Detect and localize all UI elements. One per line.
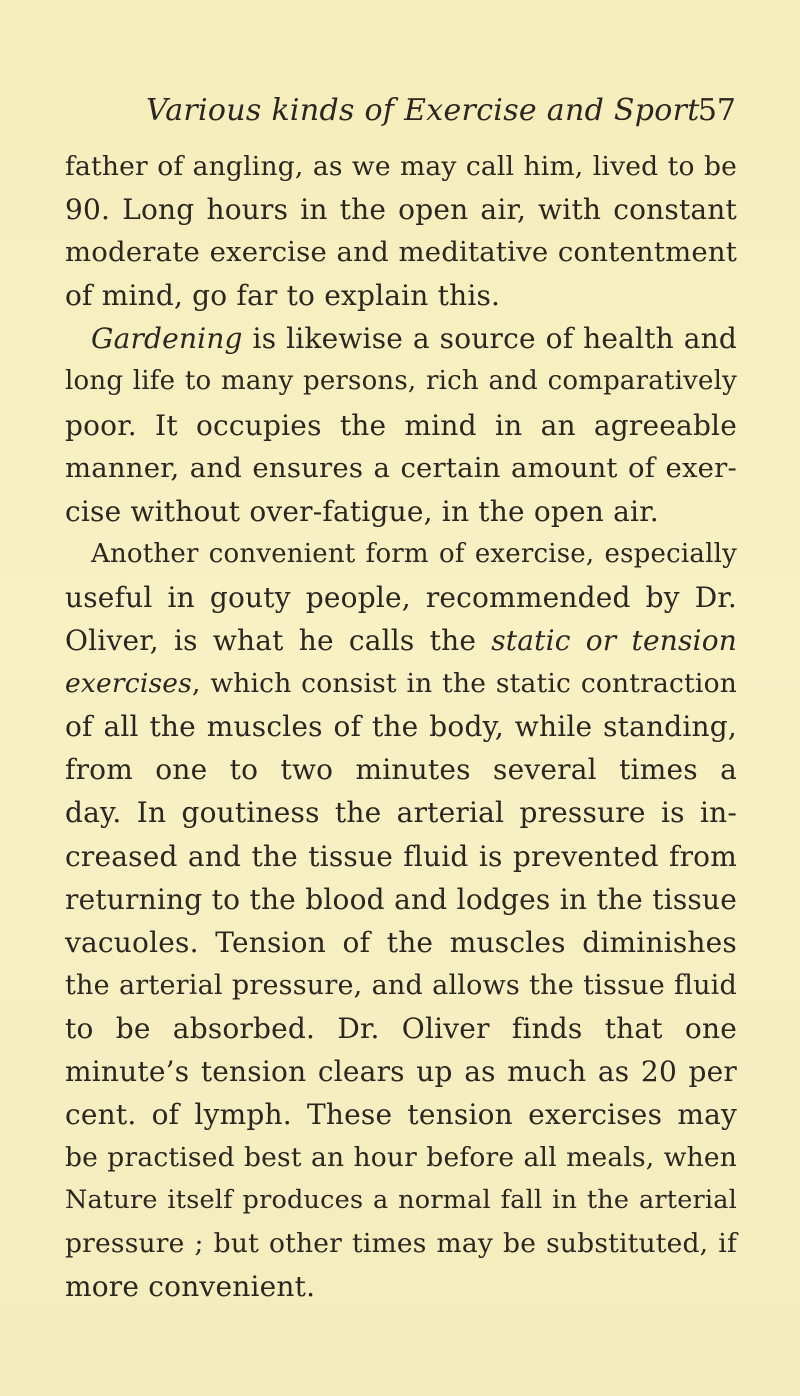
text-line: the arterial pressure, and allows the tissue fluid	[65, 969, 737, 1001]
running-title: Various kinds of Exercise and Sport	[146, 93, 700, 128]
italic-term: Gardening	[91, 322, 243, 356]
text-line: moderate exercise and meditative contentment	[65, 236, 737, 269]
text-line: from one to two minutes several times a	[65, 753, 737, 787]
text-line: be practised best an hour before all meals, when	[65, 1142, 737, 1174]
text-line: poor. It occupies the mind in an agreeable	[65, 408, 737, 442]
text-line: Oliver, is what he calls the static or tension	[65, 624, 737, 658]
text-line: 90. Long hours in the open air, with constant	[65, 193, 737, 227]
body-text	[65, 145, 737, 1309]
text-line: Gardening is likewise a source of health and	[91, 322, 737, 356]
italic-term: exercises	[65, 668, 192, 700]
text-line: Another convenient form of exercise, especially	[91, 538, 737, 569]
text-line: cent. of lymph. These tension exercises may	[65, 1098, 737, 1132]
text-line: manner, and ensures a certain amount of exer-	[65, 451, 737, 484]
text-line: of mind, go far to explain this.	[65, 279, 501, 313]
text-line: more convenient.	[65, 1270, 316, 1304]
text-line: useful in gouty people, recommended by Dr.	[65, 580, 737, 614]
text-line: returning to the blood and lodges in the tissue	[65, 882, 737, 916]
page-number: 57	[697, 93, 736, 128]
text-line: Nature itself produces a normal fall in the arterial	[65, 1185, 737, 1216]
text-line: to be absorbed. Dr. Oliver finds that one	[65, 1011, 737, 1045]
text-line: minute’s tension clears up as much as 20 per	[65, 1054, 737, 1088]
text-line: vacuoles. Tension of the muscles diminishes	[65, 925, 737, 959]
text-line: of all the muscles of the body, while standing,	[65, 710, 737, 744]
text-line: long life to many persons, rich and comparatively	[65, 366, 737, 397]
running-head	[146, 86, 736, 136]
text-line: day. In goutiness the arterial pressure is in-	[65, 796, 737, 830]
text-line: pressure ; but other times may be substituted, if	[65, 1228, 737, 1260]
text-line: cise without over-fatigue, in the open air.	[65, 494, 659, 528]
text-line: exercises, which consist in the static contraction	[65, 668, 737, 700]
italic-term: static or tension	[491, 624, 737, 658]
text-line: creased and the tissue fluid is prevented from	[65, 839, 737, 873]
text-line: father of angling, as we may call him, lived to be	[65, 151, 737, 182]
